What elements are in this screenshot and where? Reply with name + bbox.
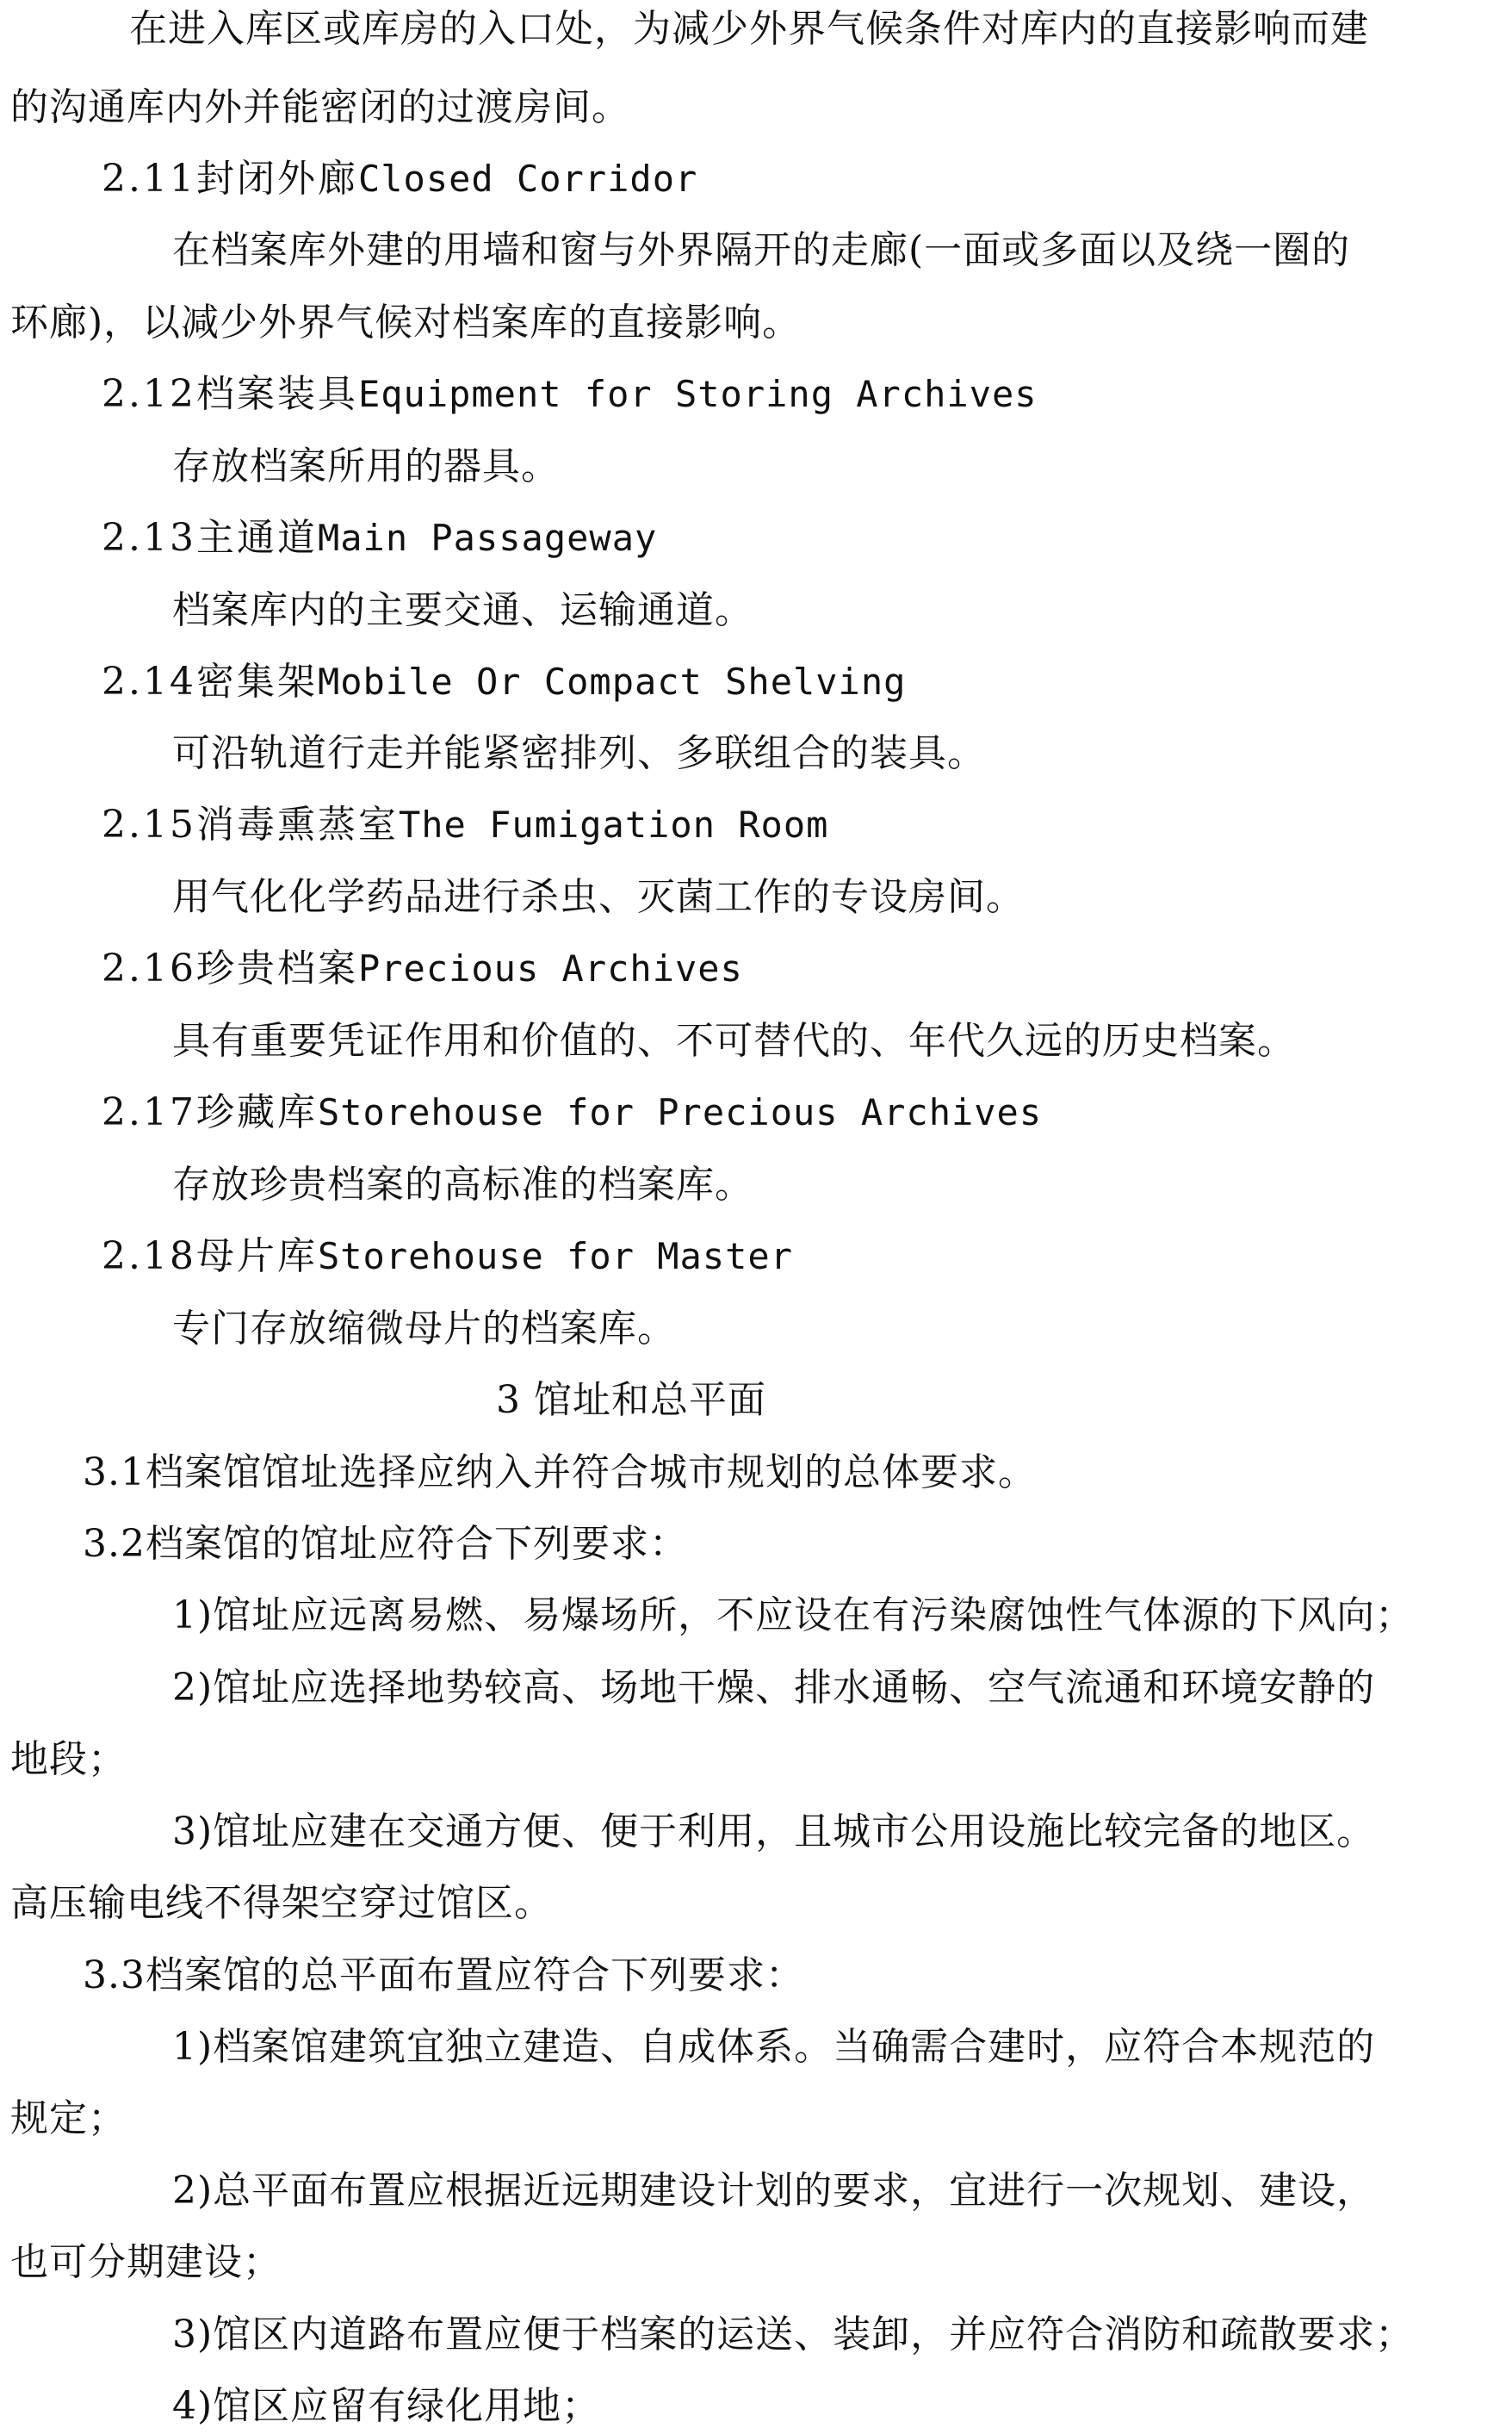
definition-line: 存放档案所用的器具。 — [172, 444, 560, 488]
term-chinese: 档案装具 — [195, 372, 358, 416]
term-number: 2.17 — [102, 1090, 196, 1134]
clause-line: 3.1档案馆馆址选择应纳入并符合城市规划的总体要求。 — [83, 1450, 1037, 1494]
term-english: Main Passageway — [317, 517, 658, 559]
term-english: Storehouse for Precious Archives — [317, 1091, 1043, 1133]
term-heading — [102, 799, 828, 851]
list-item-line: 2)馆址应选择地势较高、场地干燥、排水通畅、空气流通和环境安静的 — [172, 1666, 1376, 1710]
definition-line: 可沿轨道行走并能紧密排列、多联组合的装具。 — [172, 731, 986, 775]
term-number: 2.14 — [102, 660, 196, 704]
list-item-line: 3)馆区内道路布置应便于档案的运送、装卸，并应符合消防和疏散要求； — [172, 2313, 1415, 2356]
term-english: Precious Archives — [357, 947, 743, 990]
list-item-line: 1)馆址应远离易燃、易爆场所，不应设在有污染腐蚀性气体源的下风向； — [172, 1593, 1415, 1637]
clause-line: 3.3档案馆的总平面布置应符合下列要求： — [83, 1953, 804, 1997]
term-english: The Fumigation Room — [398, 804, 829, 846]
definition-line: 用气化化学药品进行杀虫、灭菌工作的专设房间。 — [172, 875, 1025, 919]
term-chinese: 珍贵档案 — [195, 947, 358, 990]
term-chinese: 封闭外廊 — [195, 157, 358, 201]
term-english: Closed Corridor — [357, 158, 698, 200]
list-item-line: 4)馆区应留有绿化用地； — [172, 2384, 601, 2428]
list-item-line: 地段； — [10, 1737, 127, 1781]
term-chinese: 密集架 — [195, 660, 318, 704]
definition-line: 环廊)，以减少外界气候对档案库的直接影响。 — [10, 301, 802, 345]
term-chinese: 母片库 — [195, 1234, 318, 1278]
list-item-line: 也可分期建设； — [10, 2240, 282, 2284]
term-chinese: 消毒熏蒸室 — [195, 803, 399, 847]
definition-line: 在档案库外建的用墙和窗与外界隔开的走廊(一面或多面以及绕一圈的 — [172, 228, 1351, 272]
clause-line: 3.2档案馆的馆址应符合下列要求： — [83, 1522, 688, 1566]
definition-line: 存放珍贵档案的高标准的档案库。 — [172, 1163, 753, 1207]
list-item-line: 3)馆址应建在交通方便、便于利用，且城市公用设施比较完备的地区。 — [172, 1810, 1376, 1853]
term-english: Storehouse for Master — [317, 1235, 793, 1277]
term-number: 2.16 — [102, 947, 196, 990]
term-heading — [102, 1231, 793, 1282]
term-chinese: 珍藏库 — [195, 1090, 318, 1134]
term-number: 2.13 — [102, 516, 196, 560]
term-heading — [102, 1087, 1042, 1139]
definition-line: 档案库内的主要交通、运输通道。 — [172, 588, 753, 632]
definition-line: 具有重要凭证作用和价值的、不可替代的、年代久远的历史档案。 — [172, 1019, 1296, 1063]
list-item-line: 1)档案馆建筑宜独立建造、自成体系。当确需合建时，应符合本规范的 — [172, 2025, 1376, 2069]
term-heading — [102, 369, 1038, 420]
paragraph-line: 在进入库区或库房的入口处，为减少外界气候条件对库内的直接影响而建 — [129, 7, 1369, 51]
list-item-line: 高压输电线不得架空穿过馆区。 — [10, 1881, 553, 1925]
term-english: Mobile Or Compact Shelving — [317, 661, 907, 703]
list-item-line: 规定； — [10, 2096, 127, 2140]
term-heading — [102, 153, 697, 205]
section-heading: 3 馆址和总平面 — [496, 1378, 766, 1422]
list-item-line: 2)总平面布置应根据近远期建设计划的要求，宜进行一次规划、建设， — [172, 2169, 1376, 2213]
term-chinese: 主通道 — [195, 516, 318, 560]
term-heading — [102, 943, 743, 995]
term-number: 2.12 — [102, 372, 196, 416]
definition-line: 专门存放缩微母片的档案库。 — [172, 1307, 676, 1350]
paragraph-line: 的沟通库内外并能密闭的过渡房间。 — [10, 85, 630, 129]
term-heading — [102, 656, 906, 708]
term-number: 2.11 — [102, 157, 196, 201]
term-number: 2.18 — [102, 1234, 196, 1278]
term-number: 2.15 — [102, 803, 196, 847]
term-heading — [102, 512, 657, 564]
term-english: Equipment for Storing Archives — [357, 373, 1038, 415]
